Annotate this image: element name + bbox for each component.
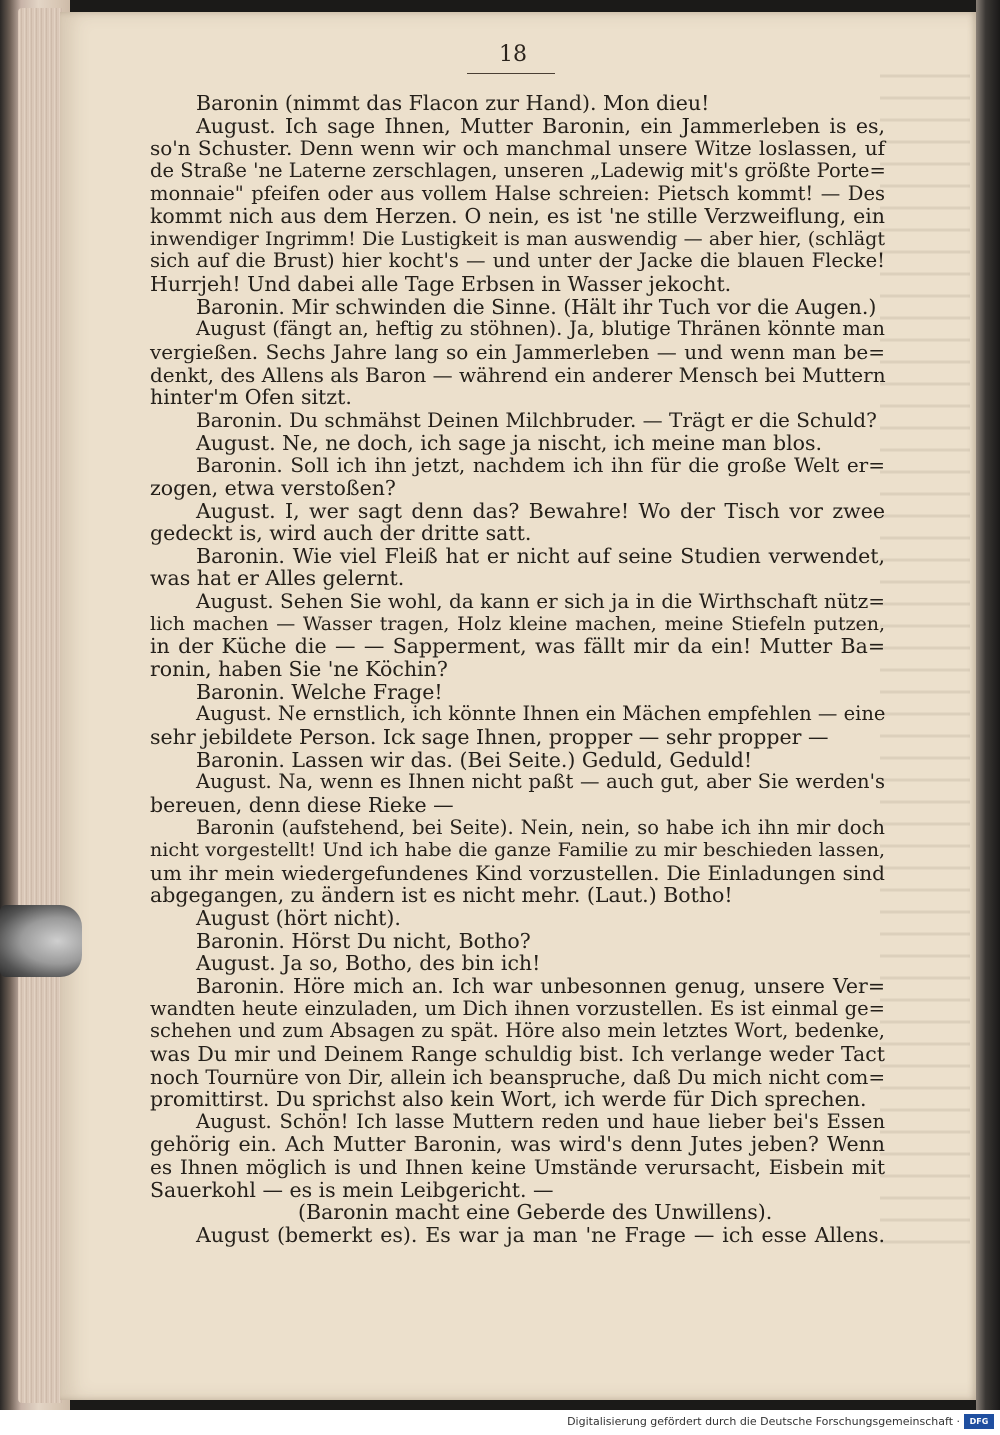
text-line: Baronin. Soll ich ihn jetzt, nachdem ich ihn für die große Welt er= bbox=[196, 453, 885, 478]
text-line: de Straße 'ne Laterne zerschlagen, unseren „Ladewig mit's größte Porte= bbox=[150, 158, 886, 182]
text-line: inwendiger Ingrimm! Die Lustigkeit is man auswendig — aber hier, (schlägt bbox=[150, 227, 885, 250]
text-line: wandten heute einzuladen, um Dich ihnen vorzustellen. Es ist einmal ge= bbox=[150, 996, 885, 1020]
text-line: so'n Schuster. Denn wenn wir och manchmal unsere Witze loslassen, uf bbox=[150, 136, 885, 161]
right-page-border bbox=[976, 0, 1000, 1410]
text-line: noch Tournüre von Dir, allein ich beanspruche, daß Du mich nicht com= bbox=[150, 1064, 886, 1089]
text-line: Sauerkohl — es is mein Leibgericht. — bbox=[150, 1177, 554, 1202]
text-line: es Ihnen möglich is und Ihnen keine Umstände verursacht, Eisbein mit bbox=[150, 1155, 885, 1180]
text-line: gehörig ein. Ach Mutter Baronin, was wird's denn Jutes jeben? Wenn bbox=[150, 1132, 885, 1157]
text-line: Baronin. Höre mich an. Ich war unbesonnen genug, unsere Ver= bbox=[196, 973, 885, 998]
text-line: August (hört nicht). bbox=[196, 906, 401, 931]
text-line: hinter'm Ofen sitzt. bbox=[150, 385, 352, 410]
text-line: was Du mir und Deinem Range schuldig bist. Ich verlange weder Tact bbox=[150, 1041, 885, 1066]
text-line: schehen und zum Absagen zu spät. Höre also mein letztes Wort, bedenke, bbox=[150, 1019, 885, 1043]
text-line: sich auf die Brust) hier kocht's — und unter der Jacke die blauen Flecke! bbox=[150, 249, 885, 273]
page-clip bbox=[0, 905, 82, 977]
text-line: August. Ja so, Botho, des bin ich! bbox=[196, 951, 541, 976]
text-line: Hurrjeh! Und dabei alle Tage Erbsen in Wasser jekocht. bbox=[150, 272, 732, 297]
text-line: monnaie" pfeifen oder aus vollem Halse schreien: Pietsch kommt! — Des bbox=[150, 181, 885, 205]
text-line: bereuen, denn diese Rieke — bbox=[150, 792, 454, 817]
text-line: Baronin. Lassen wir das. (Bei Seite.) Geduld, Geduld! bbox=[196, 747, 753, 772]
show-through-text bbox=[880, 60, 970, 1260]
text-line: um ihr mein wiedergefundenes Kind vorzustellen. Die Einladungen sind bbox=[150, 860, 885, 885]
text-line: in der Küche die — — Sapperment, was fällt mir da ein! Mutter Ba= bbox=[150, 634, 885, 659]
body-text bbox=[150, 92, 885, 1247]
text-line: abgegangen, zu ändern ist es nicht mehr. (Laut.) Botho! bbox=[150, 883, 733, 908]
text-line: August (fängt an, heftig zu stöhnen). Ja, blutige Thränen könnte man bbox=[196, 317, 885, 341]
page-number-rule bbox=[467, 73, 555, 74]
text-line: August. Schön! Ich lasse Muttern reden und haue lieber bei's Essen bbox=[196, 1109, 885, 1133]
text-line: Baronin. Wie viel Fleiß hat er nicht auf seine Studien verwendet, bbox=[196, 543, 885, 568]
text-line: Baronin (nimmt das Flacon zur Hand). Mon dieu! bbox=[196, 91, 710, 115]
text-line: August. Sehen Sie wohl, da kann er sich ja in die Wirthschaft nütz= bbox=[196, 589, 885, 614]
text-line: lich machen — Wasser tragen, Holz kleine machen, meine Stiefeln putzen, bbox=[150, 612, 885, 635]
text-line: kommt nich aus dem Herzen. O nein, es ist 'ne stille Verzweiflung, ein bbox=[150, 204, 885, 229]
text-line: August. I, wer sagt denn das? Bewahre! Wo der Tisch vor zwee bbox=[196, 498, 885, 523]
text-line: August. Na, wenn es Ihnen nicht paßt — auch gut, aber Sie werden's bbox=[196, 770, 885, 794]
text-line: Baronin (aufstehend, bei Seite). Nein, nein, so habe ich ihn mir doch bbox=[196, 815, 885, 839]
text-line: promittirst. Du sprichst also kein Wort, ich werde für Dich sprechen. bbox=[150, 1087, 867, 1112]
funding-credit: Digitalisierung gefördert durch die Deutsche Forschungsgemeinschaft · bbox=[567, 1415, 960, 1428]
page-stack-edge bbox=[18, 8, 62, 1403]
text-line: August. Ich sage Ihnen, Mutter Baronin, ein Jammerleben is es, bbox=[196, 113, 885, 138]
text-line: Baronin. Welche Frage! bbox=[196, 679, 443, 704]
stage-direction: (Baronin macht eine Geberde des Unwillens). bbox=[298, 1200, 773, 1225]
text-line: Baronin. Mir schwinden die Sinne. (Hält ihr Tuch vor die Augen.) bbox=[196, 294, 877, 319]
text-line: zogen, etwa verstoßen? bbox=[150, 475, 396, 500]
text-line: was hat er Alles gelernt. bbox=[150, 566, 405, 591]
text-line: Baronin. Hörst Du nicht, Botho? bbox=[196, 928, 531, 953]
text-line: Baronin. Du schmähst Deinen Milchbruder. — Trägt er die Schuld? bbox=[196, 407, 877, 432]
text-line: vergießen. Sechs Jahre lang so ein Jammerleben — und wenn man be= bbox=[150, 340, 885, 365]
text-line: ronin, haben Sie 'ne Köchin? bbox=[150, 657, 448, 682]
dfg-logo: DFG bbox=[964, 1414, 994, 1429]
text-line: August. Ne, ne doch, ich sage ja nischt, ich meine man blos. bbox=[196, 430, 823, 455]
text-line: gedeckt is, wird auch der dritte satt. bbox=[150, 521, 532, 546]
footer-bar bbox=[0, 1410, 1000, 1435]
text-line: sehr jebildete Person. Ick sage Ihnen, propper — sehr propper — bbox=[150, 724, 829, 749]
page-number: 18 bbox=[499, 42, 527, 67]
text-line: nicht vorgestellt! Und ich habe die ganze Familie zu mir beschieden lassen, bbox=[150, 839, 885, 862]
text-line: August. Ne ernstlich, ich könnte Ihnen ein Mächen empfehlen — eine bbox=[196, 702, 886, 726]
text-line: denkt, des Allens als Baron — während ein anderer Mensch bei Muttern bbox=[150, 362, 886, 387]
text-line: August (bemerkt es). Es war ja man 'ne Frage — ich esse Allens. bbox=[196, 1223, 885, 1248]
